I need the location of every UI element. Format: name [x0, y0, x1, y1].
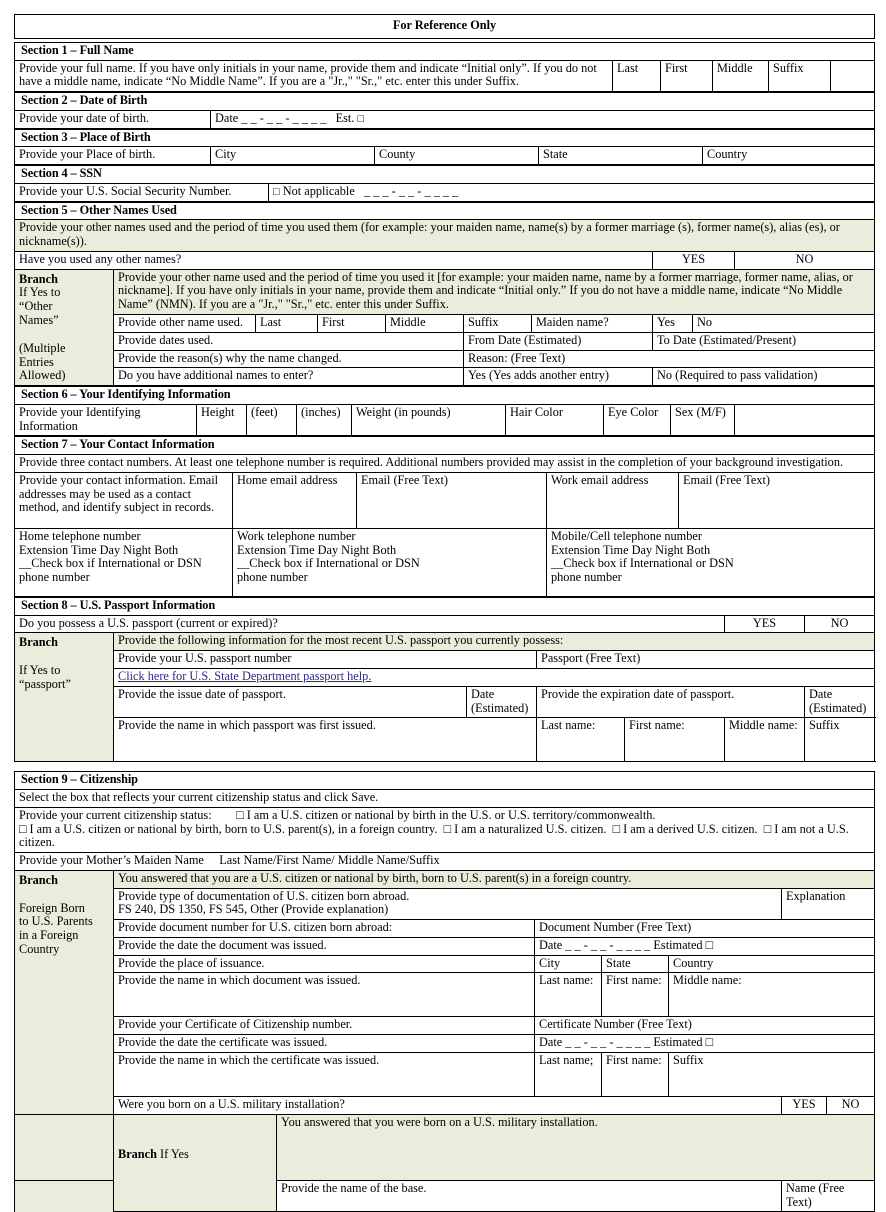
- section-6-col-height: Height: [197, 404, 247, 436]
- table-row: [15, 615, 875, 633]
- table-row: [15, 888, 875, 920]
- table-row: [15, 220, 875, 252]
- section-7-heading: Section 7 – Your Contact Information: [15, 437, 875, 455]
- section-3-col-country[interactable]: Country: [703, 147, 875, 165]
- section-6-table: [14, 386, 875, 436]
- table-row: [15, 955, 875, 973]
- section-1-col-middle: Middle: [713, 60, 769, 92]
- section-2-date-input[interactable]: _ _ - _ _ - _ _ _ _: [241, 110, 327, 125]
- section-7-home-email-label: Home email address: [233, 472, 357, 528]
- section-5-reason-value[interactable]: Reason: (Free Text): [464, 350, 875, 368]
- section-6-col-eye[interactable]: Eye Color: [604, 404, 671, 436]
- table-row: [15, 15, 875, 39]
- section-1-col-last: Last: [613, 60, 661, 92]
- form-document: [14, 14, 874, 1212]
- branch-line-gap: [19, 328, 109, 342]
- document-page: [0, 14, 886, 1209]
- section-7-work-email-label: Work email address: [547, 472, 679, 528]
- section-5-col-suffix[interactable]: Suffix: [464, 315, 532, 333]
- section-9-place-city[interactable]: City: [535, 955, 602, 973]
- section-3-col-state[interactable]: State: [539, 147, 703, 165]
- section-8-branch-label: [15, 633, 114, 762]
- section-7-table: [14, 436, 875, 597]
- section-7-home-email-value[interactable]: Email (Free Text): [357, 472, 547, 528]
- section-6-heading: Section 6 – Your Identifying Information: [15, 387, 875, 405]
- branch-line-2: to U.S. Parents: [19, 914, 93, 929]
- section-8-col-last[interactable]: Last name:: [537, 718, 625, 762]
- branch-line-3: in a Foreign: [19, 928, 79, 943]
- section-7-contact-label: Provide your contact information. Email addresses may be used as a contact method, and identify subject in records.: [15, 472, 233, 528]
- section-1-col-first: First: [661, 60, 713, 92]
- section-6-col-inches[interactable]: (inches): [297, 404, 352, 436]
- section-2-date-cell[interactable]: [211, 110, 875, 128]
- section-6-col-blank: [735, 404, 875, 436]
- table-row: [15, 472, 875, 528]
- section-8-branch-instruction: Provide the following information for the most recent U.S. passport you currently possess:: [114, 633, 875, 651]
- branch-line-5: Entries: [19, 354, 54, 369]
- military-branch-title: Branch: [118, 1146, 157, 1161]
- section-8-passport-number-value[interactable]: Passport (Free Text): [537, 651, 875, 669]
- section-1-col-suffix: Suffix: [769, 60, 831, 92]
- section-7-work-phone-cell[interactable]: [233, 528, 547, 596]
- section-5-col-middle[interactable]: Middle: [386, 315, 464, 333]
- section-4-ssn-cell[interactable]: [269, 183, 875, 201]
- section-5-table: [14, 202, 875, 386]
- citizenship-status-label: Provide your current citizenship status:: [19, 807, 212, 822]
- section-9-military-branch-label: [114, 1114, 277, 1212]
- section-9-mothers-maiden-cell[interactable]: [15, 853, 875, 871]
- section-5-maiden-yes[interactable]: Yes: [653, 315, 693, 333]
- section-5-from-date[interactable]: From Date (Estimated): [464, 332, 653, 350]
- section-2-table: [14, 92, 875, 129]
- section-9-cert-date-label: Provide the date the certificate was issued.: [114, 1035, 535, 1053]
- section-5-other-name-label: Provide other name used.: [114, 315, 256, 333]
- table-row: [15, 251, 875, 269]
- branch-line-gap: [19, 888, 109, 902]
- work-phone-title: Work telephone number: [237, 528, 356, 543]
- branch-line-4: (Multiple: [19, 340, 66, 355]
- section-8-question: Do you possess a U.S. passport (current or expired)?: [15, 615, 725, 633]
- section-9-doc-type-label: [114, 888, 782, 920]
- section-9-place-state[interactable]: State: [602, 955, 669, 973]
- section-8-name-label: Provide the name in which passport was first issued.: [114, 718, 537, 762]
- section-3-col-city[interactable]: City: [211, 147, 375, 165]
- section-6-col-sex[interactable]: Sex (M/F): [671, 404, 735, 436]
- section-2-est-label: Est.: [335, 110, 355, 125]
- document-title: For Reference Only: [15, 15, 875, 39]
- section-9-military-branch-pad: [15, 1114, 114, 1180]
- mobile-phone-extension: Extension Time Day Night Both: [551, 542, 711, 557]
- section-8-yes-option[interactable]: YES: [725, 615, 805, 633]
- table-row: [15, 60, 875, 92]
- table-row: [15, 718, 875, 762]
- home-phone-line4: phone number: [19, 570, 90, 585]
- table-row: [15, 437, 875, 455]
- section-5-dates-label: Provide dates used.: [114, 332, 464, 350]
- section-6-col-weight[interactable]: Weight (in pounds): [352, 404, 506, 436]
- military-branch-sub: If Yes: [160, 1146, 189, 1161]
- citizenship-option-3[interactable]: □ I am a naturalized U.S. citizen.: [443, 821, 607, 836]
- table-row: [15, 42, 875, 60]
- table-row: [15, 870, 875, 888]
- section-8-issue-value[interactable]: Date (Estimated): [467, 686, 537, 718]
- branch-pad: [118, 1118, 272, 1148]
- section-5-additional-label: Do you have additional names to enter?: [114, 368, 464, 386]
- section-2-date-label: Date: [215, 110, 239, 125]
- branch-title: Branch: [19, 872, 58, 887]
- table-row: [15, 920, 875, 938]
- not-applicable-label: Not applicable: [282, 183, 355, 198]
- section-8-help-link-cell[interactable]: [114, 668, 875, 686]
- section-9-cert-name-first[interactable]: First name:: [602, 1052, 669, 1096]
- section-1-instruction: Provide your full name. If you have only initials in your name, provide them and indicate “Initial only”. If you do not have a middle name, indicate “No Middle Name”. If you are a "Jr.," "Sr.," etc. enter this under Suffix.: [15, 60, 613, 92]
- section-9-doc-number-value[interactable]: Document Number (Free Text): [535, 920, 875, 938]
- citizenship-option-4[interactable]: □ I am a derived U.S. citizen.: [612, 821, 758, 836]
- section-8-col-suffix[interactable]: Suffix: [805, 718, 875, 762]
- section-7-work-email-value[interactable]: Email (Free Text): [679, 472, 875, 528]
- section-5-additional-no[interactable]: No (Required to pass validation): [653, 368, 875, 386]
- section-5-col-maiden: Maiden name?: [532, 315, 653, 333]
- section-9-doc-type-explanation[interactable]: Explanation: [782, 888, 875, 920]
- section-8-issue-label: Provide the issue date of passport.: [114, 686, 467, 718]
- citizenship-option-1[interactable]: □ I am a U.S. citizen or national by birth in the U.S. or U.S. territory/commonwealth.: [236, 807, 656, 822]
- section-9-military-yes[interactable]: YES: [782, 1096, 827, 1114]
- section-9-cert-date-value[interactable]: Date _ _ - _ _ - _ _ _ _ Estimated □: [535, 1035, 875, 1053]
- section-9-select-instruction: Select the box that reflects your current citizenship status and click Save.: [15, 790, 875, 808]
- table-row: [15, 315, 875, 333]
- section-1-table: [14, 42, 875, 92]
- section-4-table: [14, 165, 875, 202]
- section-9-cert-name-suffix[interactable]: Suffix: [669, 1052, 875, 1096]
- table-row: [15, 633, 875, 651]
- section-9-doc-number-label: Provide document number for U.S. citizen born abroad:: [114, 920, 535, 938]
- mobile-phone-intl-checkbox[interactable]: __Check box if International or DSN: [551, 556, 734, 571]
- section-9-heading: Section 9 – Citizenship: [15, 772, 875, 790]
- section-5-yes-option[interactable]: YES: [653, 251, 735, 269]
- table-row: [15, 202, 875, 220]
- table-row: [15, 332, 875, 350]
- table-row: [15, 528, 875, 596]
- table-row: [15, 973, 875, 1017]
- section-9-doc-name-first[interactable]: First name:: [602, 973, 669, 1017]
- work-phone-extension: Extension Time Day Night Both: [237, 542, 397, 557]
- section-8-passport-number-label: Provide your U.S. passport number: [114, 651, 537, 669]
- table-row: [15, 790, 875, 808]
- table-row: [15, 1114, 875, 1180]
- mothers-maiden-label: Provide your Mother’s Maiden Name: [19, 853, 204, 868]
- table-row: [15, 1096, 875, 1114]
- section-9-doc-name-middle[interactable]: Middle name:: [673, 973, 742, 988]
- section-5-maiden-no[interactable]: No: [693, 315, 875, 333]
- section-3-heading: Section 3 – Place of Birth: [15, 129, 875, 147]
- branch-title: Branch: [19, 635, 58, 650]
- section-9-military-no[interactable]: NO: [827, 1096, 875, 1114]
- home-phone-extension: Extension Time Day Night Both: [19, 542, 179, 557]
- section-5-to-date[interactable]: To Date (Estimated/Present): [653, 332, 875, 350]
- table-row: [15, 1017, 875, 1035]
- section-9-doc-name-last[interactable]: Last name:: [535, 973, 602, 1017]
- section-8-table: [14, 597, 875, 762]
- mothers-maiden-value[interactable]: Last Name/First Name/ Middle Name/Suffix: [219, 853, 440, 868]
- citizenship-option-5[interactable]: □ I am not a U.S. citizen.: [19, 821, 849, 850]
- section-1-heading: Section 1 – Full Name: [15, 42, 875, 60]
- section-5-branch-label: [15, 269, 114, 385]
- section-spacer: [14, 762, 874, 771]
- table-row: [15, 937, 875, 955]
- table-row: [15, 668, 875, 686]
- section-4-heading: Section 4 – SSN: [15, 166, 875, 184]
- section-7-home-phone-cell[interactable]: [15, 528, 233, 596]
- section-8-col-first[interactable]: First name:: [625, 718, 725, 762]
- table-row: [15, 772, 875, 790]
- section-9-doc-name-suffix[interactable]: [669, 973, 875, 1017]
- table-row: [15, 807, 875, 852]
- title-table: [14, 14, 875, 39]
- section-6-label: Provide your Identifying Information: [15, 404, 197, 436]
- not-applicable-checkbox-icon[interactable]: □: [273, 185, 280, 198]
- section-8-heading: Section 8 – U.S. Passport Information: [15, 597, 875, 615]
- section-7-instruction: Provide three contact numbers. At least one telephone number is required. Additional numbers provided may assist in the completion of your background investigation.: [15, 455, 875, 473]
- section-9-doc-date-value[interactable]: Date _ _ - _ _ - _ _ _ _ Estimated □: [535, 937, 875, 955]
- work-phone-line4: phone number: [237, 570, 308, 585]
- mobile-phone-title: Mobile/Cell telephone number: [551, 528, 702, 543]
- section-9-cert-number-label: Provide your Certificate of Citizenship number.: [114, 1017, 535, 1035]
- branch-line-3: “passport”: [19, 676, 71, 691]
- section-9-status-cell[interactable]: [15, 807, 875, 852]
- section-9-military-branch-answer: You answered that you were born on a U.S. military installation.: [277, 1114, 875, 1180]
- table-row: [15, 686, 875, 718]
- branch-line-1: Foreign Born: [19, 900, 85, 915]
- table-row: [15, 129, 875, 147]
- home-phone-title: Home telephone number: [19, 528, 141, 543]
- section-5-branch-instruction: Provide your other name used and the period of time you used it [for example: your maiden name, name by a former marriage, former name, alias, or nickname]. If you have only initials in your name, provide them and indicate “Initial only.” If you do not have a middle name, indicate “No Middle Name” (NMN). If you are a "Jr.," "Sr.," etc. enter this under Suffix.: [114, 269, 875, 314]
- table-row: [15, 651, 875, 669]
- branch-line-6: Allowed): [19, 368, 66, 383]
- section-5-heading: Section 5 – Other Names Used: [15, 202, 875, 220]
- section-5-reason-label: Provide the reason(s) why the name changed.: [114, 350, 464, 368]
- branch-title: Branch: [19, 271, 58, 286]
- section-3-label: Provide your Place of birth.: [15, 147, 211, 165]
- section-9-doc-name-label: Provide the name in which document was issued.: [114, 973, 535, 1017]
- section-3-table: [14, 129, 875, 166]
- table-row: [15, 350, 875, 368]
- section-7-mobile-phone-cell[interactable]: [547, 528, 875, 596]
- section-2-label: Provide your date of birth.: [15, 110, 211, 128]
- section-5-question: Have you used any other names?: [15, 251, 653, 269]
- section-2-heading: Section 2 – Date of Birth: [15, 93, 875, 111]
- passport-help-link[interactable]: Click here for U.S. State Department passport help.: [118, 668, 372, 683]
- table-row: [15, 147, 875, 165]
- section-4-label: Provide your U.S. Social Security Number.: [15, 183, 269, 201]
- section-9-cert-name-label: Provide the name in which the certificate was issued.: [114, 1052, 535, 1096]
- section-9-cert-number-value[interactable]: Certificate Number (Free Text): [535, 1017, 875, 1035]
- branch-line-4: Country: [19, 941, 60, 956]
- section-1-col-blank: [831, 60, 875, 92]
- mobile-phone-line4: phone number: [551, 570, 622, 585]
- table-row: [15, 404, 875, 436]
- estimated-checkbox-icon[interactable]: □: [357, 112, 365, 125]
- section-3-col-county[interactable]: County: [375, 147, 539, 165]
- home-phone-intl-checkbox[interactable]: __Check box if International or DSN: [19, 556, 202, 571]
- section-9-base-value[interactable]: Name (Free Text): [782, 1180, 875, 1212]
- section-5-additional-yes[interactable]: Yes (Yes adds another entry): [464, 368, 653, 386]
- section-5-col-last[interactable]: Last: [256, 315, 318, 333]
- section-9-military-question: Were you born on a U.S. military installation?: [114, 1096, 782, 1114]
- section-9-base-label: Provide the name of the base.: [277, 1180, 782, 1212]
- citizenship-option-2[interactable]: □ I am a U.S. citizen or national by birth, born to U.S. parent(s), in a foreign country.: [19, 821, 438, 836]
- section-9-base-pad: [15, 1180, 114, 1212]
- table-row: [15, 110, 875, 128]
- table-row: [15, 853, 875, 871]
- section-9-table: [14, 771, 875, 1212]
- section-9-branch-answer: You answered that you are a U.S. citizen or national by birth, born to U.S. parent(s) in a foreign country.: [114, 870, 875, 888]
- section-8-no-option[interactable]: NO: [805, 615, 875, 633]
- section-6-col-hair[interactable]: Hair Color: [506, 404, 604, 436]
- section-9-place-label: Provide the place of issuance.: [114, 955, 535, 973]
- section-9-branch-label: [15, 870, 114, 1114]
- table-row: [15, 93, 875, 111]
- branch-line-1: If Yes to: [19, 285, 61, 300]
- work-phone-intl-checkbox[interactable]: __Check box if International or DSN: [237, 556, 420, 571]
- table-row: [15, 387, 875, 405]
- table-row: [15, 1035, 875, 1053]
- table-row: [15, 368, 875, 386]
- branch-line-gap: [19, 650, 109, 664]
- section-6-col-feet[interactable]: (feet): [247, 404, 297, 436]
- table-row: [15, 269, 875, 314]
- section-8-expiration-value[interactable]: Date (Estimated): [805, 686, 875, 718]
- table-row: [15, 183, 875, 201]
- branch-line-2: If Yes to: [19, 663, 61, 678]
- branch-line-2: “Other: [19, 299, 53, 314]
- section-8-expiration-label: Provide the expiration date of passport.: [537, 686, 805, 718]
- ssn-input[interactable]: _ _ _ - _ _ - _ _ _ _: [364, 183, 459, 198]
- section-5-instruction: Provide your other names used and the period of time you used them (for example: your maiden name, name(s) by a former marriage (s), former name(s), alias (es), or nickname(s)).: [15, 220, 875, 252]
- section-9-place-country[interactable]: Country: [669, 955, 875, 973]
- table-row: [15, 597, 875, 615]
- section-5-col-first[interactable]: First: [318, 315, 386, 333]
- section-8-col-middle[interactable]: Middle name:: [725, 718, 805, 762]
- section-9-cert-name-last[interactable]: Last name;: [535, 1052, 602, 1096]
- table-row: [15, 455, 875, 473]
- table-row: [15, 1052, 875, 1096]
- branch-line-3: Names”: [19, 313, 59, 328]
- doc-type-line2: FS 240, DS 1350, FS 545, Other (Provide explanation): [118, 902, 389, 917]
- doc-type-line1: Provide type of documentation of U.S. citizen born abroad.: [118, 888, 410, 903]
- section-5-no-option[interactable]: NO: [735, 251, 875, 269]
- table-row: [15, 166, 875, 184]
- section-9-doc-date-label: Provide the date the document was issued.: [114, 937, 535, 955]
